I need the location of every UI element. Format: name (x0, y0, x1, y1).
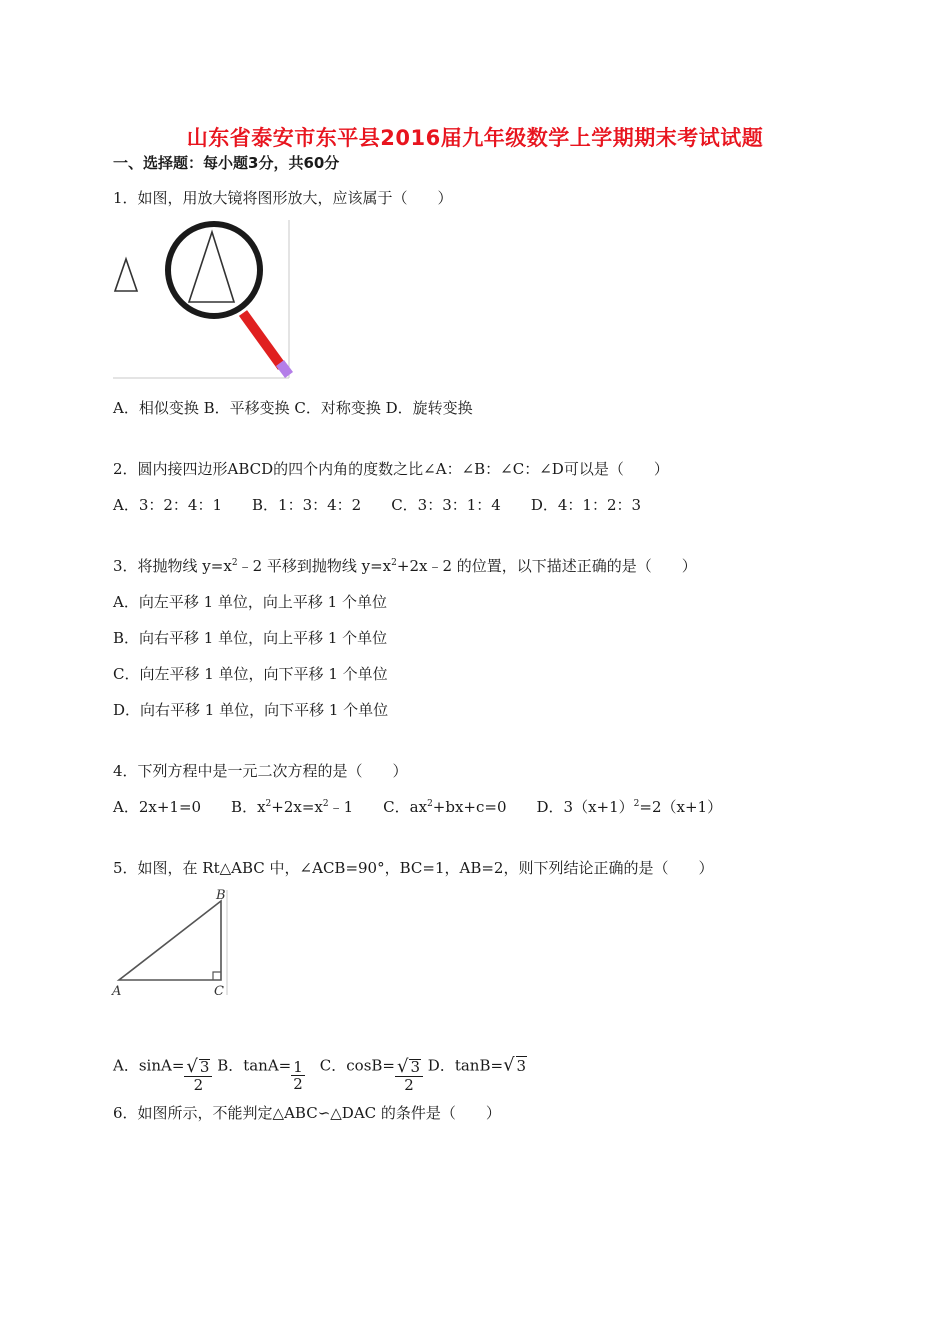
triangle-abc (119, 901, 221, 980)
q3-option-a: A．向左平移 1 单位，向上平移 1 个单位 (113, 593, 387, 611)
sqrt-sign: √ (503, 1054, 515, 1076)
q3-stem: 3．将抛物线 $y=x^2﹣2$ 平移到抛物线 $y=x^2+2x﹣2$ 的位置，以下描述正确的是（ ） (113, 557, 697, 575)
q4-options: A．2x+1=0 B．$x^2+2x=x^2﹣1$ C．$ax^2+bx+c=0$ D．$3(x+1)^2=2(x+1)$ (113, 798, 723, 816)
q4-stem: 4．下列方程中是一元二次方程的是（ ） (113, 762, 408, 780)
q6-stem: 6．如图所示，不能判定△ABC∽△DAC 的条件是（ ） (113, 1104, 501, 1122)
magnifier-handle (243, 313, 282, 367)
magnifier-figure (110, 215, 295, 385)
fraction-sqrt3-over-2: $\frac{√ 3}{2}$ (395, 1058, 423, 1093)
vertex-label-b: B (216, 888, 226, 903)
q5-stem: 5．如图，在 Rt△ABC 中，∠ACB=90°，BC=1，AB=2，则下列结论正确的是（ ） (113, 859, 714, 877)
magnifier-tip (280, 363, 289, 375)
q2-options: A．3：2：4：1 B．1：3：4：2 C．3：3：1：4 D．4：1：2：3 (113, 496, 642, 514)
small-triangle (115, 259, 137, 291)
q3-option-b: B．向右平移 1 单位，向上平移 1 个单位 (113, 629, 388, 647)
q1-stem: 1．如图，用放大镜将图形放大，应该属于（ ） (113, 189, 453, 207)
q5-options: A．sinA= $\frac{√ 3}{2}$ B．tanA= $\frac{1}{2}$ C．cosB= $\frac{√ 3}{2}$ D．tanB=√ 3 (113, 1054, 527, 1094)
page-title: 山东省泰安市东平县2016届九年级数学上学期期末考试试题 (186, 126, 764, 150)
right-angle-mark (213, 972, 221, 980)
section-heading: 一、选择题：每小题3分，共60分 (113, 154, 340, 172)
q2-stem: 2．圆内接四边形ABCD的四个内角的度数之比∠A：∠B：∠C：∠D可以是（ ） (113, 460, 669, 478)
fraction-1-over-2: $\frac{1}{2}$ (293, 1057, 303, 1093)
vertex-label-c: C (214, 984, 224, 999)
fraction-sqrt3-over-2: $\frac{√ 3}{2}$ (184, 1058, 212, 1093)
vertex-label-a: A (112, 984, 122, 999)
q1-options: A．相似变换 B．平移变换 C．对称变换 D．旋转变换 (113, 399, 473, 417)
q3-option-c: C．向左平移 1 单位，向下平移 1 个单位 (113, 665, 388, 683)
right-triangle-figure (110, 885, 235, 1000)
q3-option-d: D．向右平移 1 单位，向下平移 1 个单位 (113, 701, 389, 719)
